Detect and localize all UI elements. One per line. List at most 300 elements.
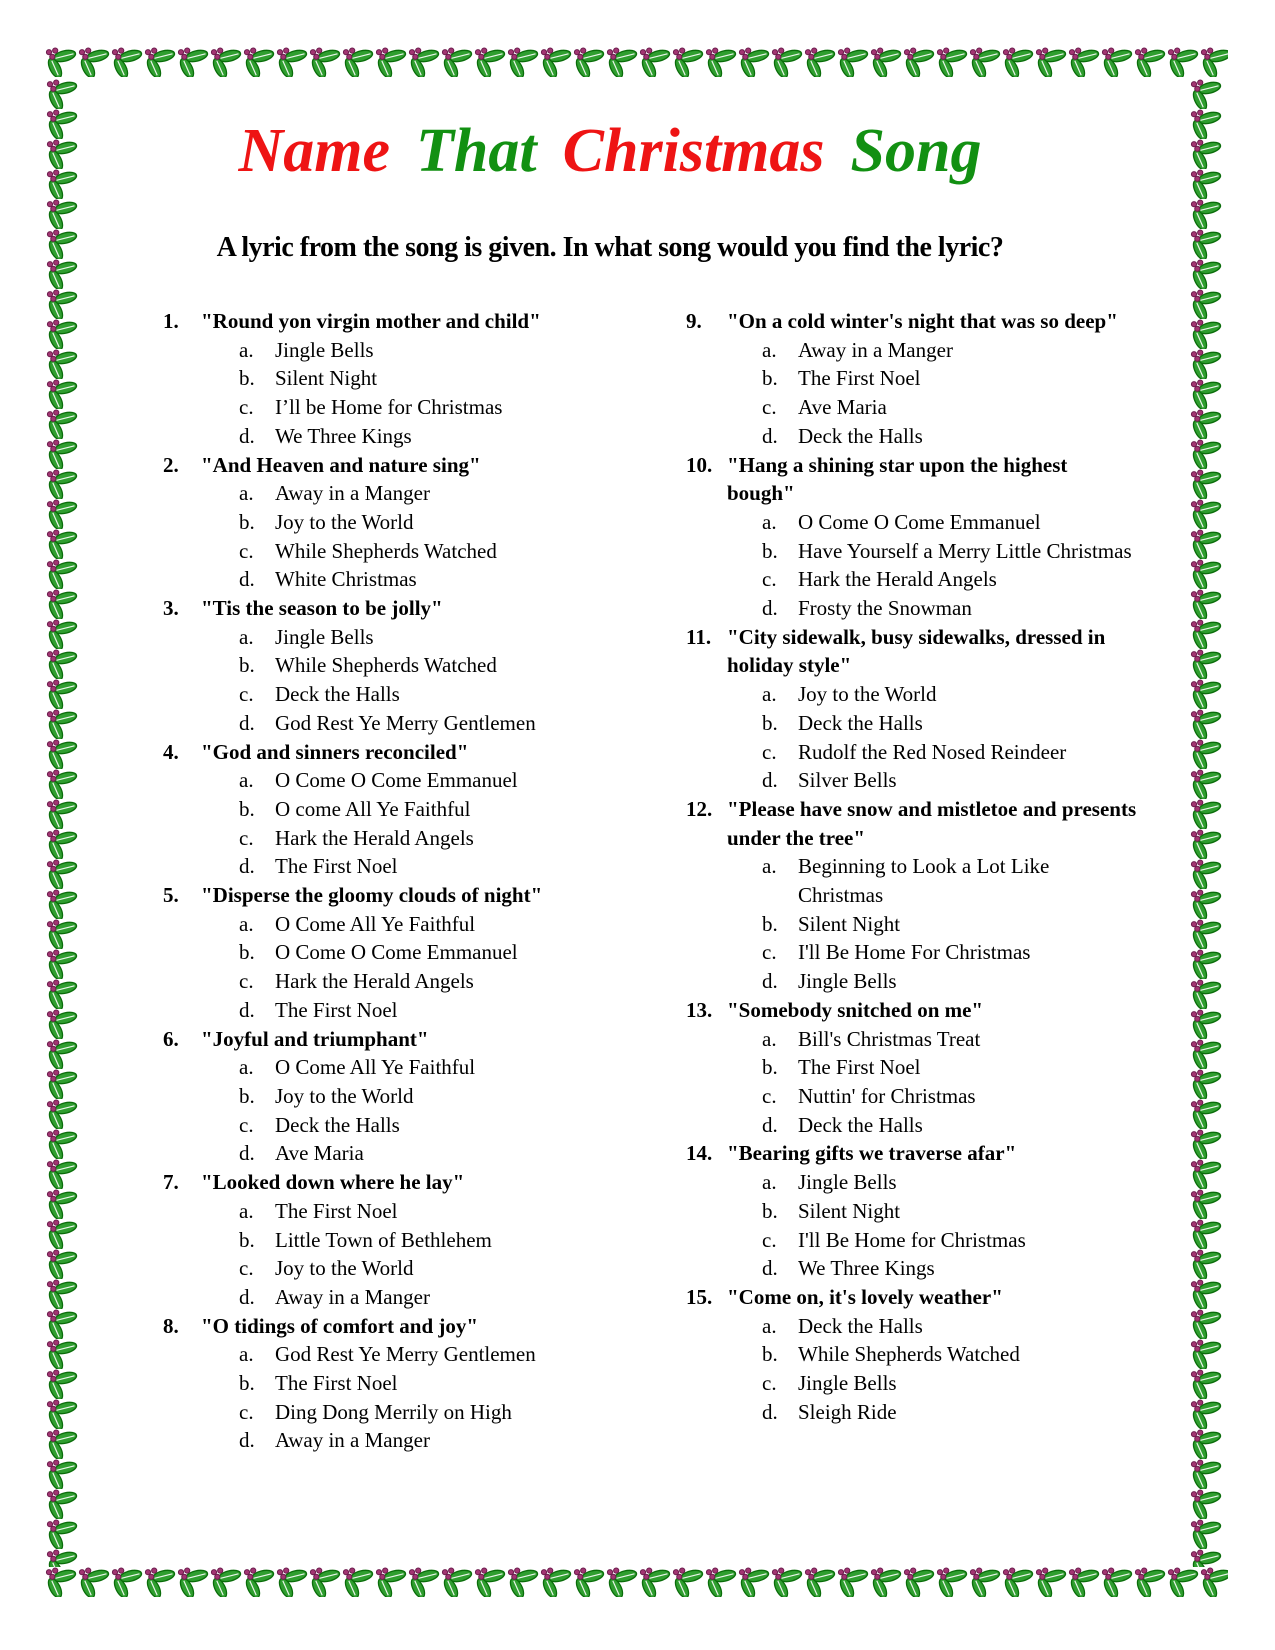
holly-icon: [1133, 1567, 1166, 1597]
holly-icon: [45, 739, 78, 769]
option-letter: c.: [762, 739, 777, 764]
holly-icon: [1189, 169, 1222, 199]
holly-icon: [176, 1567, 209, 1597]
answer-option: [686, 1025, 1139, 1054]
answer-option: [163, 910, 631, 939]
subtitle: A lyric from the song is given. In what song would you find the lyric?: [216, 232, 1004, 263]
holly-icon: [45, 1519, 78, 1549]
holly-icon: [45, 559, 78, 589]
holly-icon: [45, 259, 78, 289]
option-letter: b.: [762, 710, 778, 735]
option-text: The First Noel: [275, 997, 398, 1022]
holly-icon: [1189, 589, 1222, 619]
holly-icon: [1189, 679, 1222, 709]
holly-icon: [638, 1567, 671, 1597]
question-number: 7.: [163, 1170, 179, 1195]
holly-icon: [44, 47, 77, 77]
answer-option: [686, 738, 1139, 767]
question-lyric: "Round yon virgin mother and child": [201, 309, 541, 333]
holly-icon: [1189, 259, 1222, 289]
holly-icon: [1189, 649, 1222, 679]
holly-icon: [45, 409, 78, 439]
option-text: O Come O Come Emmanuel: [275, 940, 518, 965]
holly-icon: [242, 47, 275, 77]
holly-icon: [770, 1567, 803, 1597]
option-text: Deck the Halls: [798, 423, 923, 448]
holly-icon: [45, 1039, 78, 1069]
answer-option: [163, 479, 631, 508]
holly-icon: [275, 47, 308, 77]
option-letter: a.: [239, 1342, 254, 1367]
holly-icon: [45, 79, 78, 109]
holly-icon: [605, 1567, 638, 1597]
holly-icon: [704, 47, 737, 77]
holly-icon: [176, 47, 209, 77]
holly-icon: [902, 47, 935, 77]
holly-icon: [1189, 769, 1222, 799]
option-text: I'll Be Home For Christmas: [798, 940, 1031, 965]
option-text: We Three Kings: [798, 1256, 935, 1281]
title-word: Song: [850, 117, 982, 185]
holly-icon: [1067, 1567, 1100, 1597]
answer-option: [686, 1168, 1139, 1197]
holly-icon: [1166, 1567, 1199, 1597]
holly-icon: [770, 47, 803, 77]
title-word: Name: [238, 117, 391, 185]
question-item: [686, 1139, 1139, 1283]
answer-option: [686, 393, 1139, 422]
question-item: [163, 1025, 631, 1169]
answer-option: [163, 508, 631, 537]
answer-option: [163, 766, 631, 795]
holly-icon: [1189, 529, 1222, 559]
question-lyric-row: [686, 996, 1139, 1025]
holly-icon: [1189, 139, 1222, 169]
option-letter: a.: [762, 1170, 777, 1195]
option-letter: a.: [762, 1026, 777, 1051]
answer-option: [163, 537, 631, 566]
holly-icon: [1189, 319, 1222, 349]
answer-option: [163, 709, 631, 738]
option-text: O come All Ye Faithful: [275, 796, 471, 821]
option-text: The First Noel: [275, 854, 398, 879]
holly-icon: [45, 1429, 78, 1459]
option-letter: d.: [239, 1141, 255, 1166]
question-number: 13.: [686, 997, 713, 1022]
option-letter: a.: [239, 1198, 254, 1223]
holly-icon: [473, 1567, 506, 1597]
answer-option: [163, 393, 631, 422]
option-text: Have Yourself a Merry Little Christmas: [798, 538, 1132, 563]
holly-icon: [968, 47, 1001, 77]
answer-option: [163, 795, 631, 824]
holly-icon: [143, 1567, 176, 1597]
holly-icon: [45, 289, 78, 319]
answer-option: [686, 1369, 1139, 1398]
holly-icon: [704, 1567, 737, 1597]
holly-icon: [275, 1567, 308, 1597]
option-letter: c.: [762, 1083, 777, 1108]
holly-icon: [209, 1567, 242, 1597]
page-title: [110, 92, 1110, 210]
holly-icon: [1189, 1159, 1222, 1189]
holly-icon: [45, 649, 78, 679]
option-letter: a.: [762, 682, 777, 707]
question-lyric: "Hang a shining star upon the highest bough": [727, 452, 1068, 506]
option-letter: a.: [762, 1313, 777, 1338]
answer-option: [163, 1226, 631, 1255]
title-word: Christmas: [562, 117, 825, 185]
question-item: [163, 1312, 631, 1456]
option-letter: d.: [762, 1256, 778, 1281]
question-lyric: "Tis the season to be jolly": [201, 596, 443, 621]
question-lyric: "City sidewalk, busy sidewalks, dressed in holiday style": [727, 624, 1106, 678]
question-lyric-row: [163, 451, 631, 480]
option-text: Jingle Bells: [275, 337, 374, 362]
holly-icon: [440, 47, 473, 77]
question-item: [686, 795, 1139, 996]
answer-option: [163, 1111, 631, 1140]
holly-icon: [1189, 559, 1222, 589]
option-text: God Rest Ye Merry Gentlemen: [275, 710, 536, 735]
holly-border-right: [1189, 79, 1229, 1567]
holly-icon: [1189, 1489, 1222, 1519]
holly-icon: [1189, 1249, 1222, 1279]
holly-icon: [45, 1489, 78, 1519]
option-letter: b.: [762, 911, 778, 936]
holly-icon: [1189, 349, 1222, 379]
option-text: Joy to the World: [798, 682, 937, 707]
option-text: O Come All Ye Faithful: [275, 911, 476, 936]
holly-icon: [407, 47, 440, 77]
question-number: 6.: [163, 1026, 179, 1051]
holly-icon: [1189, 859, 1222, 889]
holly-icon: [1189, 1069, 1222, 1099]
answer-option: [686, 938, 1139, 967]
holly-icon: [1189, 799, 1222, 829]
option-letter: b.: [239, 1371, 255, 1396]
answer-option: [163, 422, 631, 451]
answer-option: [163, 1254, 631, 1283]
option-letter: b.: [239, 653, 255, 678]
option-text: O Come O Come Emmanuel: [275, 768, 518, 793]
holly-icon: [737, 47, 770, 77]
option-text: Away in a Manger: [275, 481, 430, 506]
holly-icon: [45, 949, 78, 979]
answer-option: [163, 1053, 631, 1082]
option-text: Hark the Herald Angels: [275, 825, 474, 850]
question-number: 11.: [686, 624, 712, 649]
answer-option: [686, 766, 1139, 795]
option-text: Beginning to Look a Lot Like Christmas: [798, 854, 1050, 908]
answer-option: [686, 1312, 1139, 1341]
holly-icon: [45, 1009, 78, 1039]
option-text: Hark the Herald Angels: [798, 567, 997, 592]
holly-icon: [1189, 469, 1222, 499]
holly-icon: [869, 1567, 902, 1597]
question-lyric-row: [686, 795, 1139, 852]
holly-icon: [968, 1567, 1001, 1597]
option-text: Deck the Halls: [275, 1112, 400, 1137]
holly-icon: [1189, 109, 1222, 139]
option-text: Hark the Herald Angels: [275, 969, 474, 994]
holly-icon: [45, 919, 78, 949]
holly-icon: [45, 469, 78, 499]
answer-option: [163, 824, 631, 853]
answer-option: [163, 1139, 631, 1168]
holly-icon: [671, 1567, 704, 1597]
option-text: Jingle Bells: [798, 1170, 897, 1195]
option-letter: a.: [239, 337, 254, 362]
holly-icon: [1189, 499, 1222, 529]
holly-icon: [1189, 1039, 1222, 1069]
holly-icon: [45, 1549, 78, 1567]
questions-column-right: [686, 307, 1139, 1426]
question-item: [686, 451, 1139, 623]
holly-icon: [77, 1567, 110, 1597]
holly-icon: [407, 1567, 440, 1597]
holly-icon: [473, 47, 506, 77]
holly-icon: [45, 1279, 78, 1309]
answer-option: [686, 1254, 1139, 1283]
option-letter: b.: [762, 1342, 778, 1367]
holly-icon: [1189, 1189, 1222, 1219]
holly-icon: [1189, 1429, 1222, 1459]
holly-icon: [45, 529, 78, 559]
option-text: Ding Dong Merrily on High: [275, 1399, 512, 1424]
holly-icon: [45, 859, 78, 889]
holly-icon: [1189, 709, 1222, 739]
holly-icon: [308, 1567, 341, 1597]
question-item: [163, 738, 631, 882]
answer-option: [686, 1226, 1139, 1255]
option-letter: c.: [239, 969, 254, 994]
option-text: While Shepherds Watched: [275, 538, 497, 563]
answer-option: [163, 996, 631, 1025]
option-text: Ave Maria: [798, 395, 887, 420]
answer-option: [163, 852, 631, 881]
holly-icon: [45, 619, 78, 649]
option-text: Joy to the World: [275, 509, 414, 534]
option-letter: b.: [762, 538, 778, 563]
option-letter: b.: [762, 366, 778, 391]
holly-icon: [803, 47, 836, 77]
question-lyric: "Somebody snitched on me": [727, 997, 984, 1022]
holly-icon: [1034, 47, 1067, 77]
option-letter: c.: [762, 567, 777, 592]
holly-icon: [1189, 1519, 1222, 1549]
holly-icon: [1189, 409, 1222, 439]
option-text: Deck the Halls: [275, 682, 400, 707]
option-text: Jingle Bells: [798, 1371, 897, 1396]
holly-icon: [1034, 1567, 1067, 1597]
answer-option: [163, 1398, 631, 1427]
answer-option: [686, 852, 1139, 909]
answer-option: [686, 910, 1139, 939]
option-text: Deck the Halls: [798, 710, 923, 735]
holly-icon: [45, 709, 78, 739]
option-text: While Shepherds Watched: [798, 1342, 1020, 1367]
question-lyric: "On a cold winter's night that was so deep": [727, 309, 1118, 333]
answer-option: [163, 938, 631, 967]
option-letter: c.: [762, 395, 777, 420]
option-letter: c.: [239, 682, 254, 707]
holly-icon: [143, 47, 176, 77]
holly-icon: [45, 139, 78, 169]
holly-icon: [572, 47, 605, 77]
holly-icon: [77, 47, 110, 77]
question-lyric-row: [163, 1312, 631, 1341]
holly-icon: [1189, 229, 1222, 259]
question-lyric: "Please have snow and mistletoe and presents under the tree": [727, 796, 1137, 850]
option-text: Jingle Bells: [798, 969, 897, 994]
option-letter: c.: [239, 1399, 254, 1424]
option-text: I'll Be Home for Christmas: [798, 1227, 1026, 1252]
holly-icon: [44, 1567, 77, 1597]
answer-option: [686, 1197, 1139, 1226]
holly-icon: [1189, 1219, 1222, 1249]
holly-icon: [671, 47, 704, 77]
answer-option: [686, 1340, 1139, 1369]
option-letter: d.: [239, 423, 255, 448]
holly-icon: [45, 1339, 78, 1369]
option-text: Frosty the Snowman: [798, 596, 972, 621]
answer-option: [686, 422, 1139, 451]
question-item: [686, 623, 1139, 795]
option-letter: d.: [239, 1284, 255, 1309]
option-letter: a.: [762, 337, 777, 362]
option-letter: b.: [239, 796, 255, 821]
answer-option: [686, 1082, 1139, 1111]
holly-icon: [45, 229, 78, 259]
holly-icon: [1189, 829, 1222, 859]
option-letter: a.: [239, 1055, 254, 1080]
answer-option: [686, 967, 1139, 996]
holly-icon: [1189, 1459, 1222, 1489]
holly-icon: [45, 1129, 78, 1159]
question-lyric-row: [163, 1025, 631, 1054]
holly-icon: [45, 199, 78, 229]
answer-option: [686, 594, 1139, 623]
holly-icon: [638, 47, 671, 77]
question-number: 12.: [686, 796, 713, 821]
holly-icon: [1189, 919, 1222, 949]
holly-icon: [45, 1219, 78, 1249]
answer-option: [686, 1398, 1139, 1427]
holly-icon: [935, 47, 968, 77]
holly-icon: [1189, 949, 1222, 979]
option-letter: b.: [762, 1055, 778, 1080]
holly-icon: [1199, 47, 1228, 77]
option-text: Silent Night: [275, 366, 378, 391]
option-text: We Three Kings: [275, 423, 412, 448]
option-text: Away in a Manger: [275, 1284, 430, 1309]
answer-option: [163, 364, 631, 393]
answer-option: [163, 967, 631, 996]
holly-icon: [506, 47, 539, 77]
holly-icon: [803, 1567, 836, 1597]
question-number: 8.: [163, 1313, 179, 1338]
question-lyric-row: [686, 623, 1139, 680]
holly-icon: [1189, 1009, 1222, 1039]
answer-option: [163, 623, 631, 652]
holly-icon: [1189, 1309, 1222, 1339]
holly-icon: [1189, 199, 1222, 229]
holly-icon: [45, 1369, 78, 1399]
question-lyric-row: [686, 307, 1139, 336]
holly-icon: [1189, 979, 1222, 1009]
holly-icon: [45, 589, 78, 619]
option-letter: c.: [239, 1256, 254, 1281]
holly-icon: [1189, 739, 1222, 769]
option-text: I’ll be Home for Christmas: [275, 395, 503, 420]
option-text: Bill's Christmas Treat: [798, 1026, 981, 1051]
question-lyric-row: [686, 1139, 1139, 1168]
holly-icon: [1189, 1099, 1222, 1129]
holly-icon: [1100, 47, 1133, 77]
holly-icon: [45, 319, 78, 349]
option-text: Away in a Manger: [275, 1428, 430, 1453]
holly-icon: [1189, 889, 1222, 919]
answer-option: [163, 565, 631, 594]
holly-icon: [45, 1459, 78, 1489]
holly-icon: [45, 799, 78, 829]
holly-icon: [308, 47, 341, 77]
answer-option: [686, 709, 1139, 738]
option-text: Nuttin' for Christmas: [798, 1083, 976, 1108]
option-letter: a.: [239, 768, 254, 793]
answer-option: [163, 651, 631, 680]
holly-icon: [572, 1567, 605, 1597]
option-letter: c.: [239, 538, 254, 563]
holly-icon: [836, 1567, 869, 1597]
holly-icon: [1166, 47, 1199, 77]
option-text: While Shepherds Watched: [275, 653, 497, 678]
question-lyric-row: [163, 594, 631, 623]
option-text: The First Noel: [275, 1371, 398, 1396]
option-letter: d.: [762, 969, 778, 994]
answer-option: [163, 680, 631, 709]
holly-icon: [737, 1567, 770, 1597]
option-letter: b.: [762, 1198, 778, 1223]
option-letter: a.: [239, 911, 254, 936]
holly-icon: [539, 1567, 572, 1597]
question-lyric: "Come on, it's lovely weather": [727, 1284, 1003, 1309]
option-letter: c.: [762, 1227, 777, 1252]
option-text: Silent Night: [798, 911, 901, 936]
holly-icon: [605, 47, 638, 77]
holly-icon: [1189, 79, 1222, 109]
question-number: 4.: [163, 739, 179, 764]
holly-icon: [902, 1567, 935, 1597]
holly-icon: [1100, 1567, 1133, 1597]
option-text: Silent Night: [798, 1198, 901, 1223]
holly-icon: [45, 1249, 78, 1279]
option-text: Little Town of Bethlehem: [275, 1227, 492, 1252]
option-letter: b.: [239, 509, 255, 534]
holly-icon: [506, 1567, 539, 1597]
holly-icon: [341, 1567, 374, 1597]
holly-icon: [1189, 1369, 1222, 1399]
question-lyric: "God and sinners reconciled": [201, 739, 469, 764]
holly-icon: [1001, 47, 1034, 77]
option-letter: c.: [239, 1112, 254, 1137]
option-letter: d.: [239, 710, 255, 735]
holly-icon: [45, 889, 78, 919]
option-text: God Rest Ye Merry Gentlemen: [275, 1342, 536, 1367]
holly-icon: [110, 1567, 143, 1597]
holly-icon: [935, 1567, 968, 1597]
